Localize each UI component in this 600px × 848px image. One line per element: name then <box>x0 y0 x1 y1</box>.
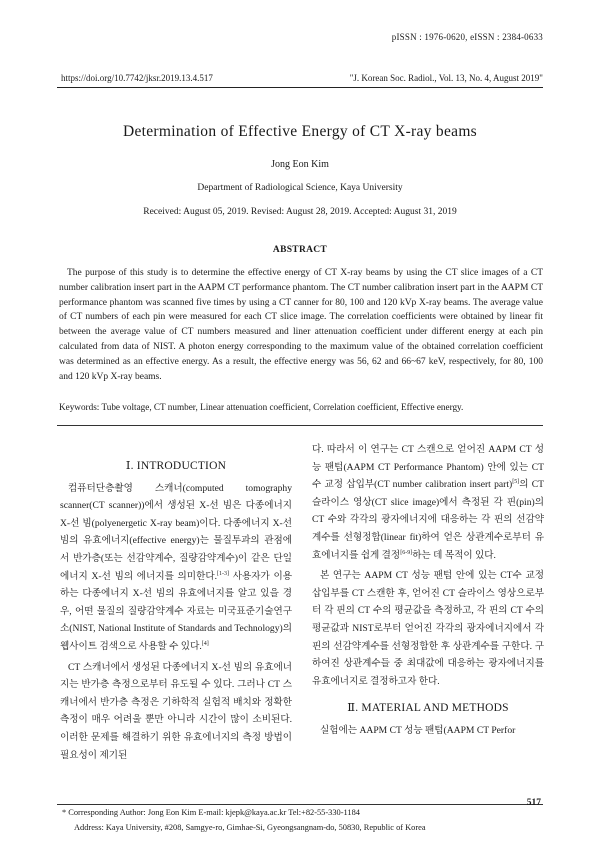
intro-paragraph-2: CT 스캐너에서 생성된 다종에너지 X-선 빔의 유효에너지는 반가층 측정으로부터 유도될 수 있다. 그러나 CT 스캐너에서 반가층 측정은 기하학적 실험적 배치와 정확한 측정이 매우 어려울 뿐만 아니라 시간이 많이 소비된다. 이러한 문제를 해결하기 위한 유효에너지의 측정 방법이 필요성이 제기된 <box>60 661 292 761</box>
citation-ref[interactable]: [5] <box>512 479 520 485</box>
doi-link[interactable]: https://doi.org/10.7742/jksr.2019.13.4.517 <box>61 73 213 83</box>
paper-title: Determination of Effective Energy of CT X-ray beams <box>122 123 478 140</box>
intro-p1b-text: 사용자가 이용하는 다종에너지 X-선 빔의 유효에너지를 알고 있을 경우, 어떤 물질의 질량감약계수 자료는 미국표준기술연구소(NIST, National Institute of Standards and Technology)의 웹사이트 검색으로 사용할 수 있다. <box>60 570 292 652</box>
section-heading-methods: Ⅱ. MATERIAL AND METHODS <box>347 702 509 715</box>
keywords-divider <box>57 425 543 426</box>
intro-p3a-text: 다. 따라서 이 연구는 CT 스캔으로 얻어진 AAPM CT 성능 팬텀(AAPM CT Performance Phantom) 안에 있는 CT 수 교정 삽입부(CT number calibration insert part) <box>312 444 544 491</box>
footnote-address: Address: Kaya University, #208, Samgye-ro, Gimhae-Si, Gyeongsangnam-do, 50830, Republic of Korea <box>74 823 426 832</box>
author-name: Jong Eon Kim <box>271 159 329 170</box>
submission-dates: Received: August 05, 2019. Revised: August 28, 2019. Accepted: August 31, 2019 <box>143 207 457 217</box>
intro-paragraph-3 <box>312 441 544 564</box>
footnote-divider <box>57 804 543 805</box>
issn-line: pISSN : 1976-0620, eISSN : 2384-0633 <box>391 32 543 42</box>
affiliation: Department of Radiological Science, Kaya University <box>197 183 403 193</box>
abstract-heading: ABSTRACT <box>272 245 328 255</box>
right-column <box>312 441 544 740</box>
intro-p1-text: 컴퓨터단층촬영 스캐너(computed tomography scanner(CT scanner))에서 생성된 X-선 빔은 다종에너지 X-선 빔(polyenergetic X-ray beam)이다. 다종에너지 X-선 빔의 유효에너지(effective energy)는 물질투과의 관점에서 반가층(또는 선감약계수, 질량감약계수)이 같은 단일에너지 X-선 빔의 에너지를 의미한다. <box>60 482 292 582</box>
citation-ref[interactable]: [1-3] <box>217 570 230 577</box>
header-divider <box>57 87 543 88</box>
intro-p3b-text: 의 CT 슬라이스 영상(CT slice image)에서 측정된 각 핀(pin)의 CT 수와 각각의 광자에너지에 대응하는 각 핀의 선감약계수를 선형정합(linear fit)하여 얻은 상관계수로부터 유효에너지를 쉽게 결정 <box>312 479 544 561</box>
intro-paragraph-4: 본 연구는 AAPM CT 성능 팬텀 안에 있는 CT수 교정 삽입부를 CT 스캔한 후, 얻어진 CT 슬라이스 영상으로부터 각 핀의 CT 수의 평균값을 측정하고, 각 핀의 CT 수의 평균값과 NIST로부터 얻어진 각각의 광자에너지에서 각 핀의 선감약계수를 선형정합한 후 상관계수를 구한다. 구하여진 상관계수들 중 최대값에 대응하는 광자에너지를 유효에너지로 결정하고자 한다. <box>312 570 544 687</box>
footnote-contact: * Corresponding Author: Jong Eon Kim E-mail: kjepk@kaya.ac.kr Tel:+82-55-330-1184 <box>62 808 360 817</box>
citation-ref[interactable]: [6-9] <box>400 549 413 556</box>
intro-p3c-text: 하는 데 목적이 있다. <box>412 549 496 561</box>
intro-paragraph-1 <box>60 480 292 656</box>
methods-paragraph-1: 실험에는 AAPM CT 성능 팬텀(AAPM CT Perfor <box>320 724 516 736</box>
journal-citation: "J. Korean Soc. Radiol., Vol. 13, No. 4, August 2019" <box>349 73 543 83</box>
section-heading-introduction: Ⅰ. INTRODUCTION <box>125 460 227 472</box>
citation-ref[interactable]: [4] <box>201 640 209 647</box>
left-column <box>60 458 292 764</box>
page-number: 517 <box>526 798 541 808</box>
keywords: Keywords: Tube voltage, CT number, Linear attenuation coefficient, Correlation coefficient, Effective energy. <box>59 402 464 412</box>
abstract-text: The purpose of this study is to determine the effective energy of CT X-ray beams by using the CT slice images of a CT number calibration insert part in the AAPM CT performance phantom. The CT number calibration insert part in the AAPM CT performance phantom was scanned five times by using a CT canner for 80, 100 and 120 kVp X-ray beams. The average value of CT numbers of each pin were measured for each CT slice image. The correlation coefficients were obtained by linear fit between the average value of CT numbers measured and liner attenuation coefficient under different energy at each pin calculated from data of NIST. A photon energy corresponding to the maximum value of the obtained correlation coefficient was determined as an effective energy. As a result, the effective energy was 56, 62 and 66~67 keV, respectively, for 80, 100 and 120 kVp X-ray beams. <box>59 268 543 382</box>
